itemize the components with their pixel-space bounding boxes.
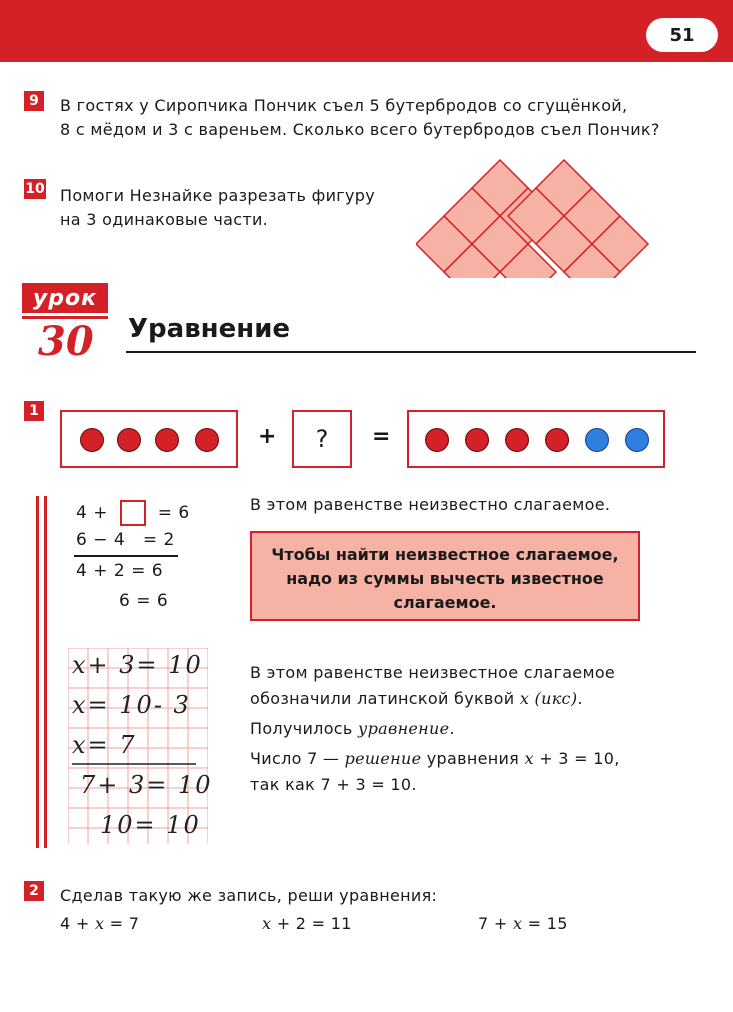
- equation-2-x: x: [262, 914, 272, 933]
- red-dot: [505, 428, 529, 452]
- task-10-badge: 10: [25, 181, 45, 197]
- rule-box: [250, 531, 640, 621]
- red-dot: [425, 428, 449, 452]
- right-dots-box: [407, 410, 665, 468]
- handwritten-line-4: 7+ 3= 10: [80, 771, 213, 799]
- example-line-4: 6 = 6: [119, 591, 169, 611]
- task-10-line-2: на 3 одинаковые части.: [60, 210, 269, 229]
- equation-3-b: = 15: [522, 914, 568, 933]
- explain-line-3-a: Получилось: [250, 719, 358, 738]
- example-line-3: 4 + 2 = 6: [76, 561, 164, 581]
- margin-bar: [36, 496, 39, 848]
- explain-line-1: В этом равенстве неизвестное слагаемое: [250, 663, 616, 682]
- equation-explanation: [250, 660, 620, 798]
- task-10-text: [60, 184, 375, 232]
- explain-line-4-e: + 3 = 10,: [533, 749, 620, 768]
- left-dots-box: [60, 410, 238, 468]
- title-rule: [126, 351, 696, 353]
- blue-dot: [585, 428, 609, 452]
- explain-line-2-a: обозначили латинской буквой: [250, 689, 520, 708]
- unknown-addend-text: В этом равенстве неизвестно слагаемое.: [250, 495, 611, 514]
- example-line-1: [76, 500, 190, 526]
- red-dot: [155, 428, 179, 452]
- task-9-text: [60, 94, 660, 142]
- explain-line-4-b: решение: [344, 749, 422, 768]
- handwritten-line-3: x= 7: [72, 731, 137, 759]
- red-dot: [545, 428, 569, 452]
- red-dot: [80, 428, 104, 452]
- explain-line-5: так как 7 + 3 = 10.: [250, 775, 417, 794]
- equation-3-x: x: [512, 914, 523, 933]
- handwritten-line-1: x+ 3= 10: [72, 651, 203, 679]
- handwritten-line-2: x= 10- 3: [72, 691, 191, 719]
- blue-dot: [625, 428, 649, 452]
- lesson-label: урок: [22, 283, 108, 313]
- explain-line-4-a: Число 7 —: [250, 749, 345, 768]
- red-dot: [465, 428, 489, 452]
- red-dot: [195, 428, 219, 452]
- explain-line-2-b: x (икс).: [519, 689, 583, 708]
- explain-line-2: [250, 686, 620, 712]
- example-divider: [74, 555, 178, 557]
- lesson-number: 30: [38, 318, 94, 365]
- task-9-line-1: В гостях у Сиропчика Пончик съел 5 бутербродов со сгущёнкой,: [60, 96, 628, 115]
- task-9-line-2: 8 с мёдом и 3 с вареньем. Сколько всего бутербродов съел Пончик?: [60, 120, 660, 139]
- explain-line-3-b: уравнение.: [358, 719, 455, 738]
- rule-line-1: Чтобы найти неизвестное слагаемое,: [271, 545, 619, 564]
- top-color-band: [0, 0, 733, 62]
- unknown-box: [120, 500, 146, 526]
- rule-line-3: слагаемое.: [393, 593, 497, 612]
- rule-line-2: надо из суммы вычесть известное: [286, 569, 604, 588]
- page-number: 51: [646, 18, 718, 52]
- equation-1-b: = 7: [104, 914, 140, 933]
- red-dot: [117, 428, 141, 452]
- equation-1-x: x: [94, 914, 105, 933]
- example-line-1-right: = 6: [157, 503, 190, 523]
- equals-sign: =: [372, 424, 391, 449]
- explain-line-4-d: x: [524, 749, 534, 768]
- explain-line-4: [250, 746, 620, 772]
- equation-1: [60, 912, 139, 936]
- figure-to-cut: [416, 158, 660, 278]
- task-2-instruction: Сделав такую же запись, реши уравнения:: [60, 886, 438, 905]
- lesson-title: Уравнение: [128, 314, 291, 344]
- task-2-badge: 2: [24, 881, 44, 901]
- task-9-badge: 9: [24, 91, 44, 111]
- question-mark: ?: [315, 425, 329, 453]
- plus-sign: +: [258, 424, 277, 449]
- explain-line-4-c: уравнения: [421, 749, 525, 768]
- equation-2-b: + 2 = 11: [271, 914, 352, 933]
- handwritten-line-5: 10= 10: [100, 811, 201, 839]
- question-box: [292, 410, 352, 468]
- margin-bar: [44, 496, 47, 848]
- task-1-badge: 1: [24, 401, 44, 421]
- equation-3: [478, 912, 568, 936]
- example-line-2: 6 − 4 = 2: [76, 530, 175, 550]
- equation-1-a: 4 +: [60, 914, 95, 933]
- explain-line-3: [250, 716, 620, 742]
- example-line-1-left: 4 +: [76, 503, 108, 523]
- equation-3-a: 7 +: [478, 914, 513, 933]
- equation-2: [262, 912, 352, 936]
- task-10-line-1: Помоги Незнайке разрезать фигуру: [60, 186, 376, 205]
